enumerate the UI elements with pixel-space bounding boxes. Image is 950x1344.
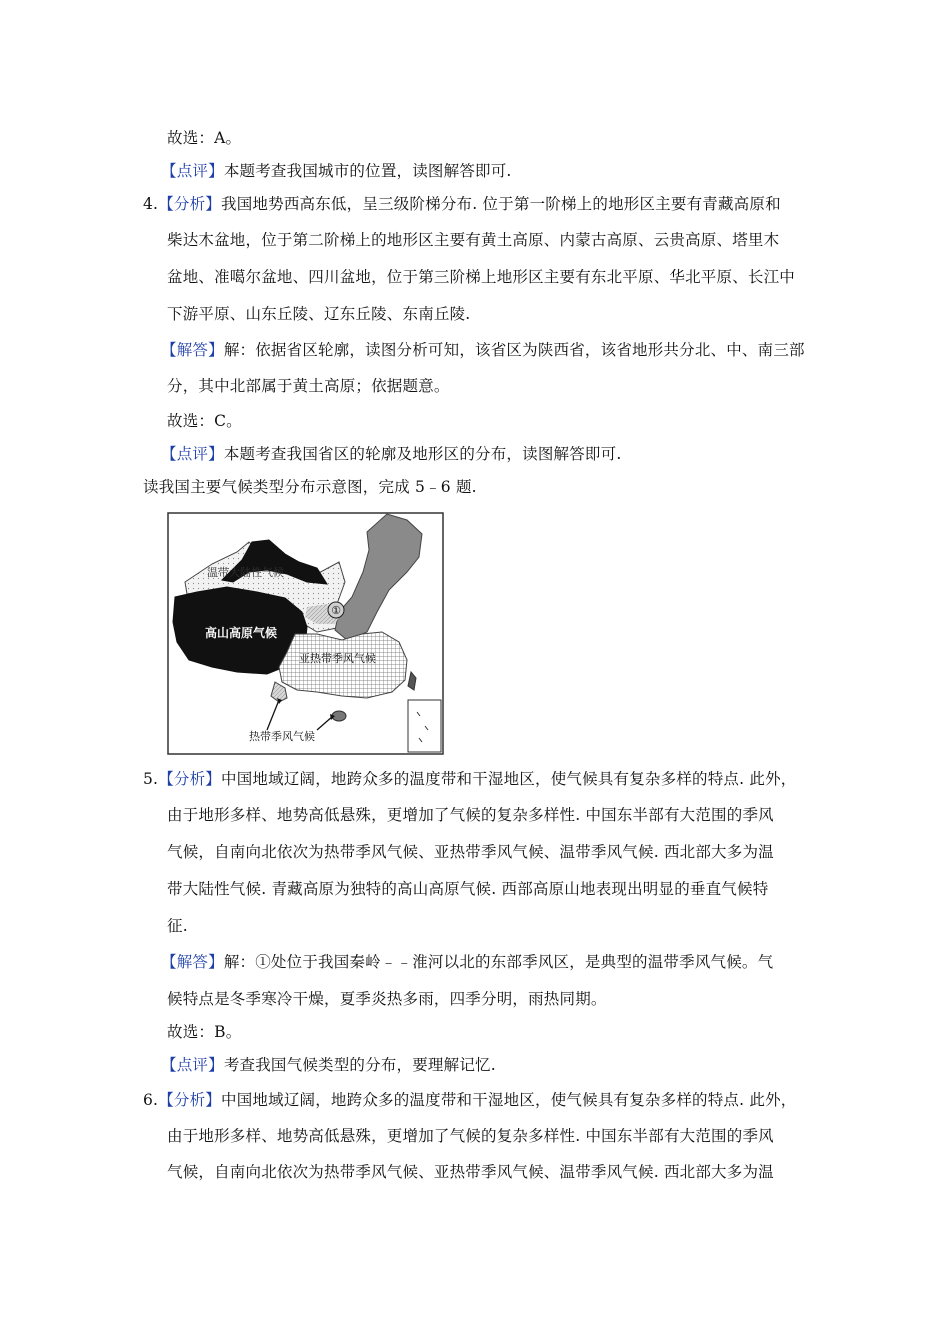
text-line: 故选：A。 xyxy=(167,129,242,147)
text-line: 故选：C。 xyxy=(167,412,242,430)
text-line: 柴达木盆地，位于第二阶梯上的地形区主要有黄土高原、内蒙古高原、云贵高原、塔里木 xyxy=(167,231,780,249)
text-line: 带大陆性气候. 青藏高原为独特的高山高原气候. 西部高原山地表现出明显的垂直气候特 xyxy=(167,880,769,898)
text-line: 【点评】考查我国气候类型的分布，要理解记忆. xyxy=(161,1056,496,1074)
marker-1-label: ① xyxy=(331,604,341,617)
text-line: 【解答】解：①处位于我国秦岭﹣﹣淮河以北的东部季风区，是典型的温带季风气候。气 xyxy=(161,953,774,971)
text-line: 6.【分析】中国地域辽阔，地跨众多的温度带和干湿地区，使气候具有复杂多样的特点. 此外， xyxy=(143,1091,797,1109)
label-highland: 高山高原气候 xyxy=(205,626,278,640)
label-subtropical: 亚热带季风气候 xyxy=(299,652,376,665)
text-line: 读我国主要气候类型分布示意图，完成 5﹣6 题. xyxy=(143,478,477,496)
text-line: 由于地形多样、地势高低悬殊，更增加了气候的复杂多样性. 中国东半部有大范围的季风 xyxy=(167,1127,774,1145)
label-tropical: 热带季风气候 xyxy=(249,730,315,743)
text-line: 分，其中北部属于黄土高原；依据题意。 xyxy=(167,377,450,395)
climate-map xyxy=(167,512,444,755)
text-line: 【点评】本题考查我国城市的位置，读图解答即可. xyxy=(161,162,512,180)
text-line: 气候，自南向北依次为热带季风气候、亚热带季风气候、温带季风气候. 西北部大多为温 xyxy=(167,1163,774,1181)
subtropical-region xyxy=(279,632,407,698)
text-line: 征. xyxy=(167,917,188,935)
label-temperate-continental: 温带大陆性气候 xyxy=(207,566,284,579)
text-line: 5.【分析】中国地域辽阔，地跨众多的温度带和干湿地区，使气候具有复杂多样的特点. 此外， xyxy=(143,770,797,788)
text-line: 盆地、准噶尔盆地、四川盆地，位于第三阶梯上地形区主要有东北平原、华北平原、长江中 xyxy=(167,268,796,286)
text-line: 候特点是冬季寒冷干燥，夏季炎热多雨，四季分明，雨热同期。 xyxy=(167,990,607,1008)
south-china-sea-inset xyxy=(408,700,441,752)
text-line: 故选：B。 xyxy=(167,1023,242,1041)
text-line: 下游平原、山东丘陵、辽东丘陵、东南丘陵. xyxy=(167,305,471,323)
text-line: 气候，自南向北依次为热带季风气候、亚热带季风气候、温带季风气候. 西北部大多为温 xyxy=(167,843,774,861)
text-line: 【点评】本题考查我国省区的轮廓及地形区的分布，读图解答即可. xyxy=(161,445,622,463)
text-line: 由于地形多样、地势高低悬殊，更增加了气候的复杂多样性. 中国东半部有大范围的季风 xyxy=(167,806,774,824)
text-line: 【解答】解：依据省区轮廓，读图分析可知，该省区为陕西省，该省地形共分北、中、南三部 xyxy=(161,341,805,359)
text-line: 4.【分析】我国地势西高东低，呈三级阶梯分布. 位于第一阶梯上的地形区主要有青藏高原和 xyxy=(143,195,781,213)
